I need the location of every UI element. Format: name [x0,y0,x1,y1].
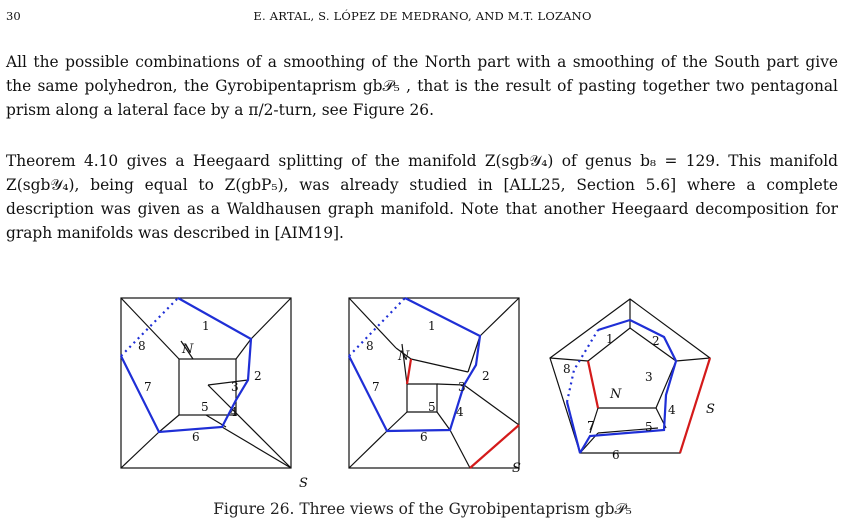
left-edge [251,298,291,339]
middle-edge [349,431,387,468]
middle-face-label-1: 1 [428,319,436,333]
middle-north-label: N [398,349,410,364]
right-north-label: N [610,387,622,402]
middle-face-label-7: 7 [372,380,380,394]
left-face-label-2: 2 [254,369,262,383]
middle-south-label: S [512,461,521,476]
middle-face-label-8: 8 [366,339,374,353]
left-face-label-6: 6 [192,430,200,444]
middle-face-label-3: 3 [458,380,466,394]
page-number: 30 [6,9,21,23]
left-edge [121,432,159,468]
figure-26 [0,292,845,492]
right-blue-segment [567,402,580,453]
diagram-middle-labels [366,319,521,476]
left-face-label-8: 8 [138,339,146,353]
middle-edge [464,385,519,425]
left-face-label-4: 4 [230,405,238,419]
right-face-label-1: 1 [606,332,614,346]
middle-face-label-6: 6 [420,430,428,444]
middle-edge [480,298,519,336]
middle-edge [411,359,468,372]
right-south-label: S [706,402,715,417]
paragraph-1: All the possible combinations of a smoothing of the North part with a smoothing of the South part give the same polyhedron, the Gyrobipentaprism gb𝒫₅ , that is the result of pasting together two pentagonal prism along a lateral face by a π/2-turn, see Figure 26. [6,53,838,119]
middle-edge [437,412,450,430]
diagram-left-labels [138,319,308,491]
middle-face-label-5: 5 [428,400,436,414]
left-face-label-5: 5 [201,400,209,414]
right-face-label-3: 3 [645,370,653,384]
left-south-label: S [299,476,308,491]
left-edge [121,298,179,359]
middle-edge [450,430,470,468]
figure-caption: Figure 26. Three views of the Gyrobipentaprism gb𝒫₅ [213,500,632,518]
right-edge [550,358,588,361]
right-face-label-8: 8 [563,362,571,376]
diagram-right [550,299,710,453]
left-face-label-3: 3 [231,380,239,394]
left-edge [208,380,248,385]
running-head: E. ARTAL, S. LÓPEZ DE MEDRANO, AND M.T. LOZANO [253,9,592,23]
left-face-label-7: 7 [144,380,152,394]
paragraph-2: Theorem 4.10 gives a Heegaard splitting of the manifold Z(sgb𝒴₄) of genus b₈ = 129. This manifold Z(sgb𝒴₄), being equal to Z(gbP₅), was already studied in [ALL25, Section 5.6] where a complete description was given as a Waldhausen graph manifold. Note that another Heegaard decomposition for graph manifolds was described in [AIM19]. [6,152,838,242]
right-face-label-6: 6 [612,448,620,462]
page-header [0,9,845,27]
left-edge [159,415,179,432]
middle-face-label-2: 2 [482,369,490,383]
right-edge [676,358,710,361]
right-face-label-2: 2 [652,334,660,348]
right-face-label-7: 7 [587,419,595,433]
figure-svg [0,292,845,492]
left-north-label: N [182,342,194,357]
right-red-edge-north [588,361,598,408]
right-face-label-4: 4 [668,403,676,417]
right-inner-pentagon [588,328,676,408]
right-face-label-5: 5 [645,420,653,434]
middle-edge [387,412,407,431]
left-face-label-1: 1 [202,319,210,333]
middle-face-label-4: 4 [456,405,464,419]
